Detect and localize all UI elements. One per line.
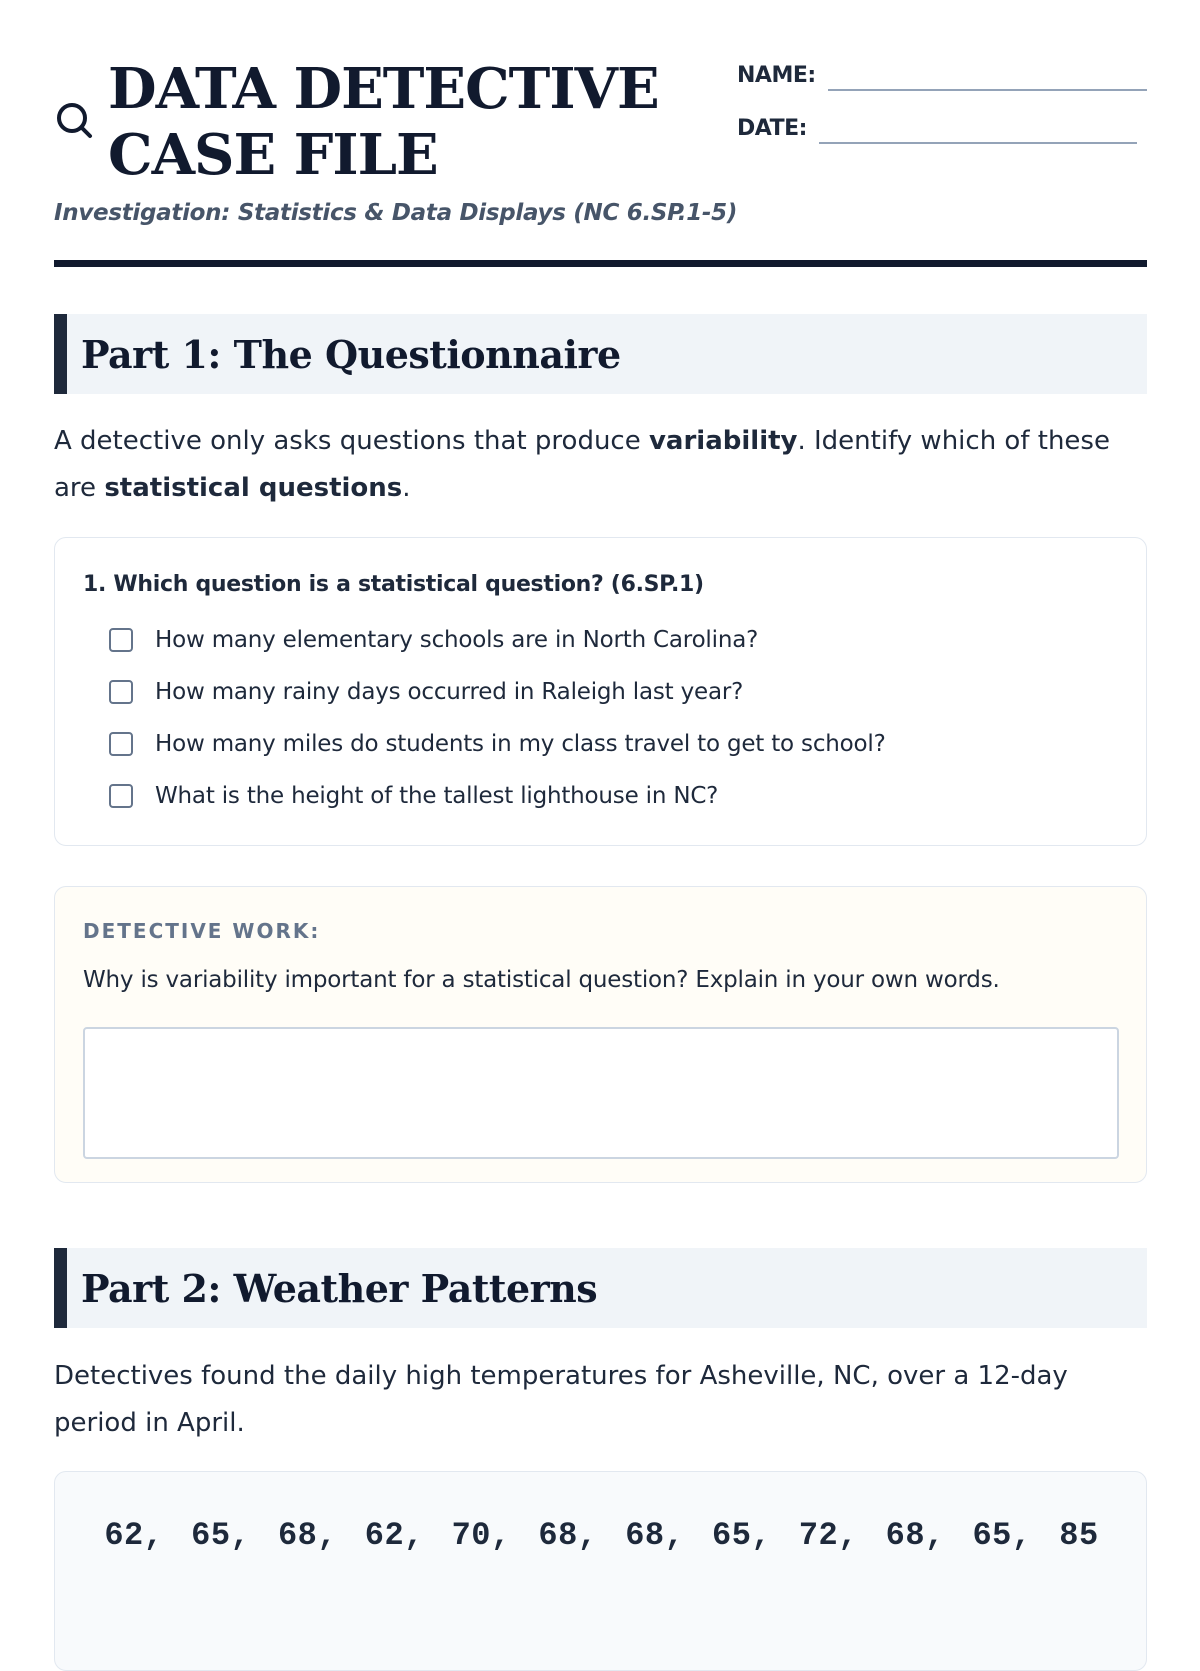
option-1-checkbox[interactable] — [109, 628, 133, 652]
option-3-text: How many miles do students in my class travel to get to school? — [155, 731, 886, 757]
detective-work-card — [54, 886, 1147, 1183]
part2-heading-bar — [54, 1248, 1147, 1328]
option-2-text: How many rainy days occurred in Raleigh last year? — [155, 679, 744, 705]
option-2-checkbox[interactable] — [109, 680, 133, 704]
option-4[interactable] — [109, 783, 718, 809]
part1-intro-bold-variability: variability — [648, 426, 798, 456]
part1-intro-bold-statistical: statistical questions — [104, 473, 403, 503]
part1-intro-text-a: A detective only asks questions that produce — [54, 426, 649, 456]
option-2[interactable] — [109, 679, 743, 705]
detective-work-label: DETECTIVE WORK: — [83, 919, 321, 943]
part1-intro — [54, 418, 1147, 512]
name-row — [737, 58, 1147, 92]
detective-work-prompt: Why is variability important for a statistical question? Explain in your own words. — [83, 967, 1000, 993]
title-line-2: CASE FILE — [108, 122, 438, 188]
part1-intro-text-c: . — [402, 473, 411, 503]
part1-heading-bar — [54, 314, 1147, 394]
worksheet-page — [54, 0, 1147, 1554]
magnifying-glass-icon — [54, 100, 98, 160]
case-file-header — [54, 0, 1147, 268]
option-4-checkbox[interactable] — [109, 784, 133, 808]
temperature-data: 62, 65, 68, 62, 70, 68, 68, 65, 72, 68, 65, 85 — [104, 1517, 1099, 1554]
option-1[interactable] — [109, 627, 758, 653]
date-label: DATE: — [737, 115, 807, 141]
student-info — [737, 58, 1147, 164]
option-4-text: What is the height of the tallest lighthouse in NC? — [155, 783, 719, 809]
option-3-checkbox[interactable] — [109, 732, 133, 756]
date-field[interactable] — [819, 112, 1137, 144]
question-card — [54, 537, 1147, 846]
name-field[interactable] — [828, 59, 1147, 91]
question-title: 1. Which question is a statistical question? (6.SP.1) — [83, 572, 704, 597]
option-1-text: How many elementary schools are in North Carolina? — [155, 627, 759, 653]
title-line-1: DATA DETECTIVE — [108, 56, 659, 122]
option-3[interactable] — [109, 731, 886, 757]
name-label: NAME: — [737, 62, 816, 88]
header-divider — [54, 260, 1147, 267]
part1-heading: Part 1: The Questionnaire — [81, 331, 621, 377]
date-row — [737, 111, 1147, 145]
part2-intro: Detectives found the daily high temperatures for Asheville, NC, over a 12-day period in April. — [54, 1361, 1068, 1438]
part1-intro-text-b: . Identify which of these are — [54, 426, 1110, 503]
page-title — [108, 56, 668, 188]
title-block — [54, 56, 668, 188]
temperature-data-card — [54, 1471, 1147, 1671]
page-subtitle: Investigation: Statistics & Data Displays (NC 6.SP.1-5) — [54, 200, 738, 226]
detective-work-answer[interactable] — [83, 1027, 1119, 1159]
part2-heading: Part 2: Weather Patterns — [81, 1265, 598, 1311]
